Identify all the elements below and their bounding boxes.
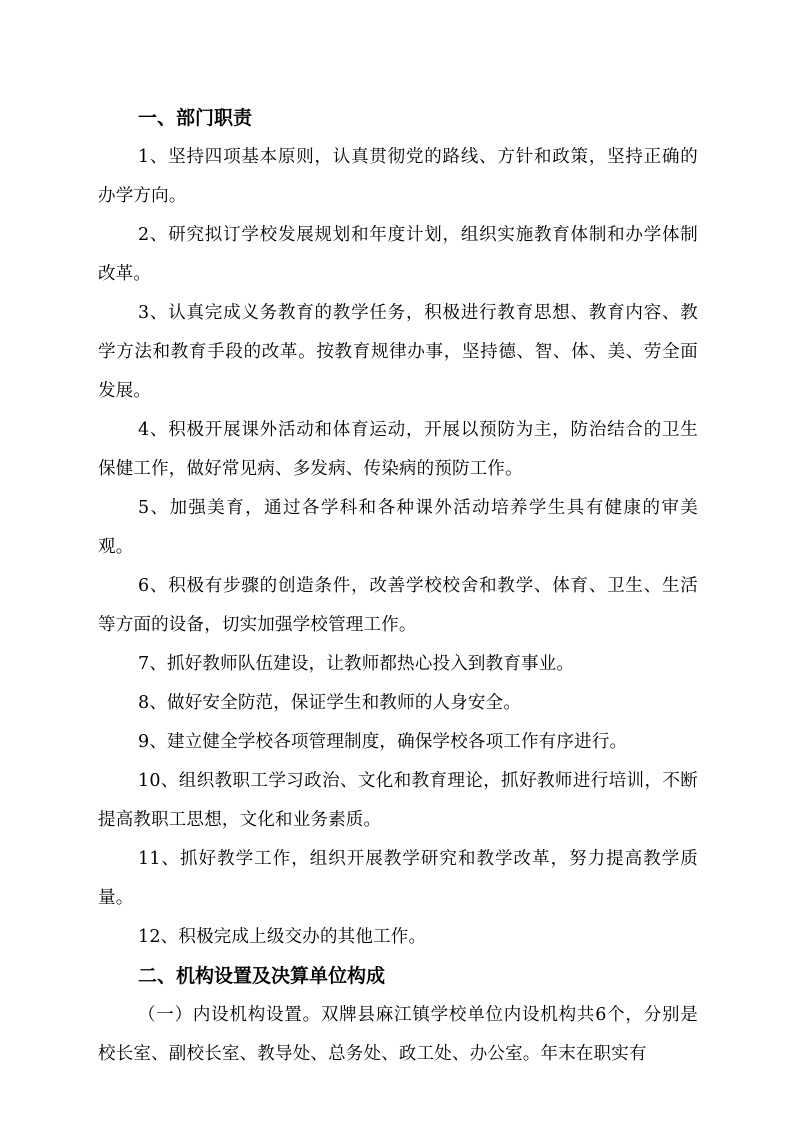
duty-item-11: 11、抓好教学工作，组织开展教学研究和教学改革，努力提高教学质量。 — [98, 849, 698, 908]
duty-item-9: 9、建立健全学校各项管理制度，确保学校各项工作有序进行。 — [138, 732, 628, 752]
document-body — [98, 99, 698, 1074]
section-heading-department-duties: 一、部门职责 — [138, 107, 253, 129]
duty-item-8: 8、做好安全防范，保证学生和教师的人身安全。 — [138, 693, 522, 713]
duty-item-7: 7、抓好教师队伍建设，让教师都热心投入到教育事业。 — [138, 654, 575, 674]
duty-item-6: 6、积极有步骤的创造条件，改善学校校舍和教学、体育、卫生、生活等方面的设备，切实加强学校管理工作。 — [98, 576, 698, 635]
duty-item-4: 4、积极开展课外活动和体育运动，开展以预防为主，防治结合的卫生保健工作，做好常见病、多发病、传染病的预防工作。 — [98, 420, 698, 479]
duty-item-1: 1、坚持四项基本原则，认真贯彻党的路线、方针和政策，坚持正确的办学方向。 — [98, 147, 698, 206]
duty-item-10: 10、组织教职工学习政治、文化和教育理论，抓好教师进行培训，不断提高教职工思想，文化和业务素质。 — [98, 771, 698, 830]
organization-paragraph: （一）内设机构设置。双牌县麻江镇学校单位内设机构共6个，分别是校长室、副校长室、教导处、总务处、政工处、办公室。年末在职实有 — [98, 1005, 698, 1064]
duty-item-3: 3、认真完成义务教育的教学任务，积极进行教育思想、教育内容、教学方法和教育手段的改革。按教育规律办事，坚持德、智、体、美、劳全面发展。 — [98, 303, 698, 401]
duty-item-2: 2、研究拟订学校发展规划和年度计划，组织实施教育体制和办学体制改革。 — [98, 225, 698, 284]
section-heading-organization: 二、机构设置及决算单位构成 — [138, 965, 386, 987]
duty-item-5: 5、加强美育，通过各学科和各种课外活动培养学生具有健康的审美观。 — [98, 498, 698, 557]
duty-item-12: 12、积极完成上级交办的其他工作。 — [138, 927, 427, 947]
